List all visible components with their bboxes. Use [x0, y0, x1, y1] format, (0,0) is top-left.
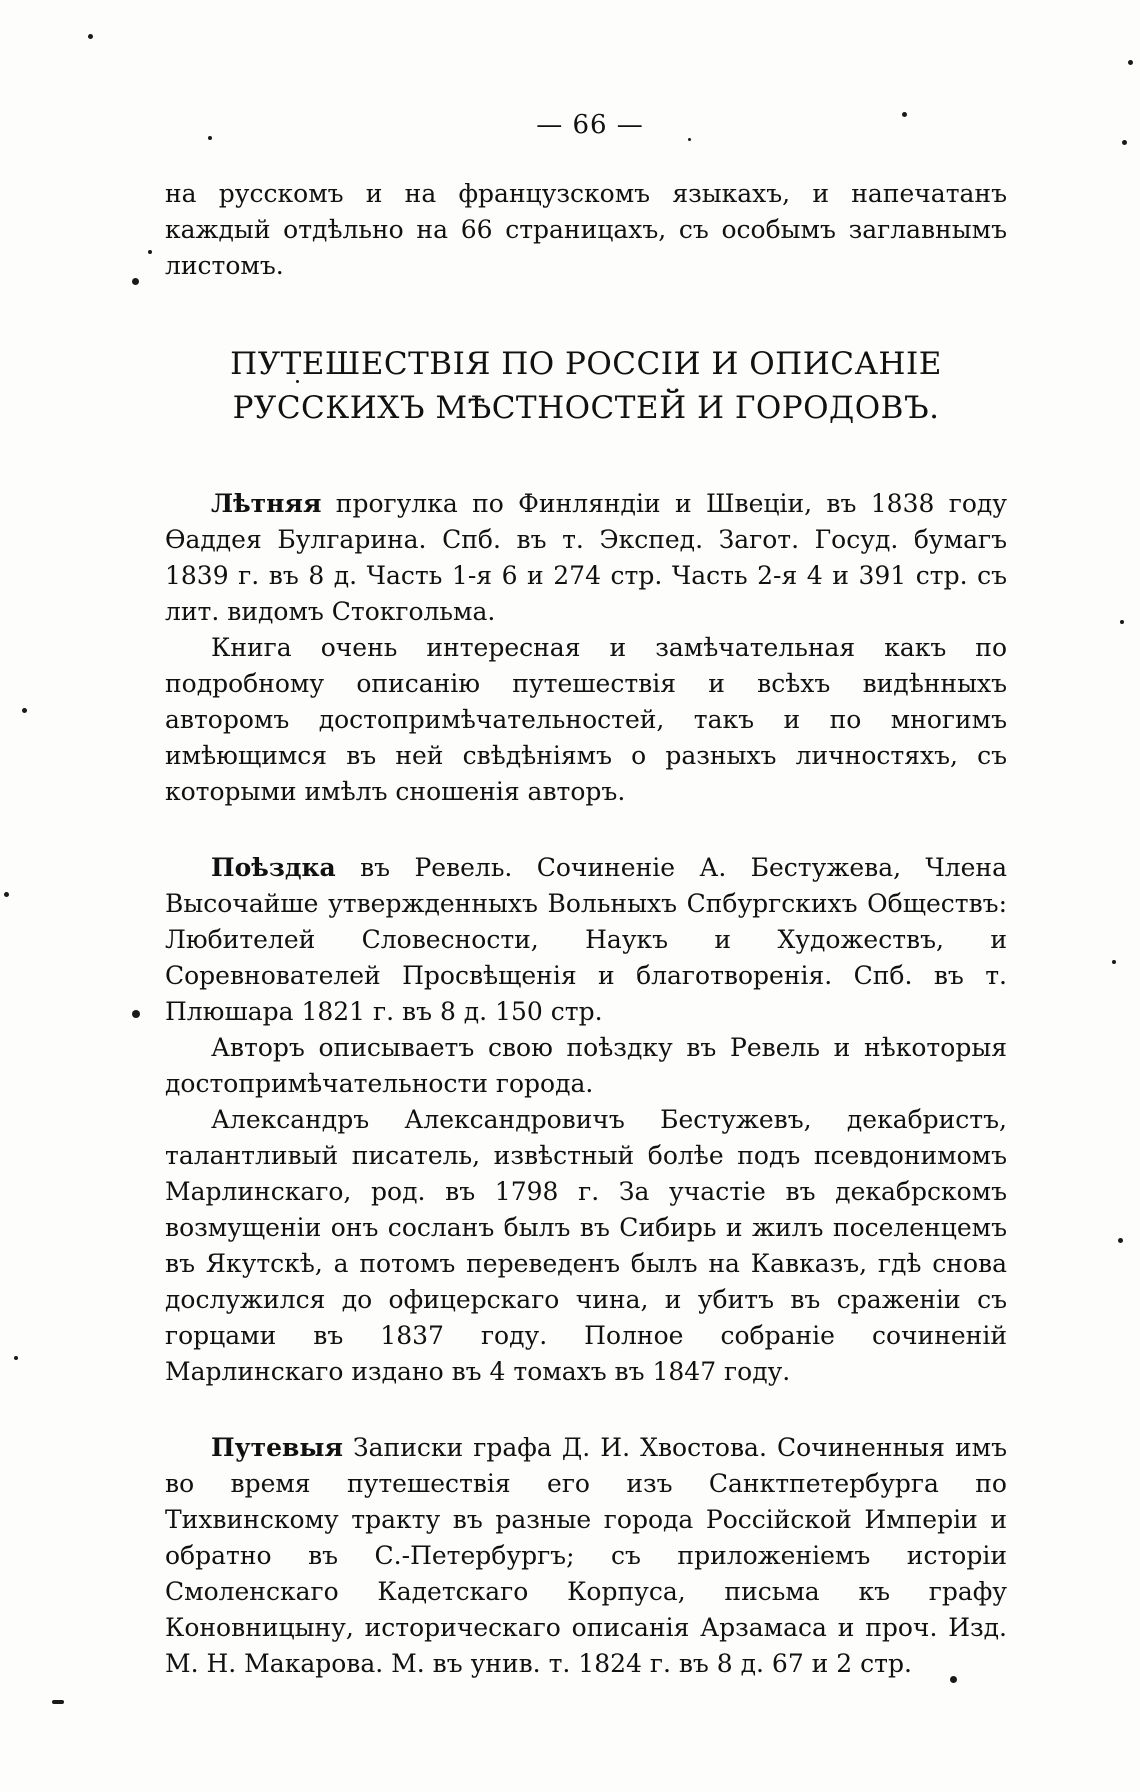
entry-note: Книга очень интересная и замѣчательная какъ по подробному описанію путешествія и всѣхъ видѣнныхъ авторомъ достопримѣчательностей, такъ и по многимъ имѣющимся въ ней свѣдѣніямъ о разныхъ личностяхъ, съ которыми имѣлъ сношенія авторъ.: [165, 633, 1007, 806]
scan-speck: [14, 1356, 18, 1360]
scan-speck: [1122, 140, 1127, 145]
entry-lead-word: Лѣтняя: [211, 489, 322, 518]
scan-speck: [132, 1010, 140, 1018]
entry-lead-word: Путевыя: [211, 1433, 343, 1462]
scan-speck: [52, 1700, 64, 1704]
scan-speck: [88, 34, 93, 39]
bibliography-entry: [165, 850, 1007, 1390]
entry-lead-word: Поѣздка: [211, 853, 336, 882]
scan-speck: [1120, 620, 1124, 624]
entry-note: Авторъ описываетъ свою поѣздку въ Ревель и нѣкоторыя достопримѣчательности города.: [165, 1033, 1007, 1098]
page-body: [165, 176, 1007, 1682]
bibliography-entry: [165, 1430, 1007, 1682]
section-heading: ПУТЕШЕСТВІЯ ПО РОССІИ И ОПИСАНІЕ РУССКИХЪ МѢСТНОСТЕЙ И ГОРОДОВЪ.: [230, 346, 942, 426]
scan-speck: [1112, 960, 1116, 964]
entry-citation-text: Записки графа Д. И. Хвостова. Сочиненныя имъ во время путешествія его изъ Санктпетербурга по Тихвинскому тракту въ разные города Россійской Имперіи и обратно въ С.-Петербургъ; съ приложеніемъ исторіи Смоленскаго Кадетскаго Корпуса, письма къ графу Коновницыну, историческаго описанія Арзамаса и проч. Изд. М. Н. Макарова. М. въ унив. т. 1824 г. въ 8 д. 67 и 2 стр.: [165, 1433, 1007, 1678]
scan-speck: [132, 278, 139, 285]
scan-speck: [148, 250, 152, 254]
bibliography-entry: [165, 486, 1007, 810]
scan-speck: [1118, 1238, 1123, 1243]
entry-citation-text: въ Ревель. Сочиненіе А. Бестужева, Члена Высочайше утвержденныхъ Вольныхъ Спбургскихъ Обществъ: Любителей Словесности, Наукъ и Художествъ, и Соревнователей Просвѣщенія и благотворенія. Спб. въ т. Плюшара 1821 г. въ 8 д. 150 стр.: [165, 853, 1007, 1026]
entry-citation: [165, 1430, 1007, 1682]
scan-speck: [4, 892, 9, 897]
entry-citation: [165, 850, 1007, 1030]
entry-citation: [165, 486, 1007, 630]
scan-speck: [22, 708, 27, 713]
page-number: — 66 —: [536, 110, 644, 140]
entry-note: Александръ Александровичъ Бестужевъ, декабристъ, талантливый писатель, извѣстный болѣе подъ псевдонимомъ Марлинскаго, род. въ 1798 г. За участіе въ декабрскомъ возмущеніи онъ сосланъ былъ въ Сибирь и жилъ поселенцемъ въ Якутскѣ, а потомъ переведенъ былъ на Кавказъ, гдѣ снова дослужился до офицерскаго чина, и убитъ въ сраженіи съ горцами въ 1837 году. Полное собраніе сочиненій Марлинскаго издано въ 4 томахъ въ 1847 году.: [165, 1105, 1007, 1386]
entry-citation-text: прогулка по Финляндіи и Швеціи, въ 1838 году Ѳаддея Булгарина. Спб. въ т. Экспед. Загот. Госуд. бумагъ 1839 г. въ 8 д. Часть 1-я 6 и 274 стр. Часть 2-я 4 и 391 стр. съ лит. видомъ Стокгольма.: [165, 489, 1007, 626]
scan-speck: [1128, 60, 1133, 65]
intro-paragraph: на русскомъ и на французскомъ языкахъ, и напечатанъ каждый отдѣльно на 66 страницахъ, съ особымъ заглавнымъ листомъ.: [165, 179, 1007, 280]
